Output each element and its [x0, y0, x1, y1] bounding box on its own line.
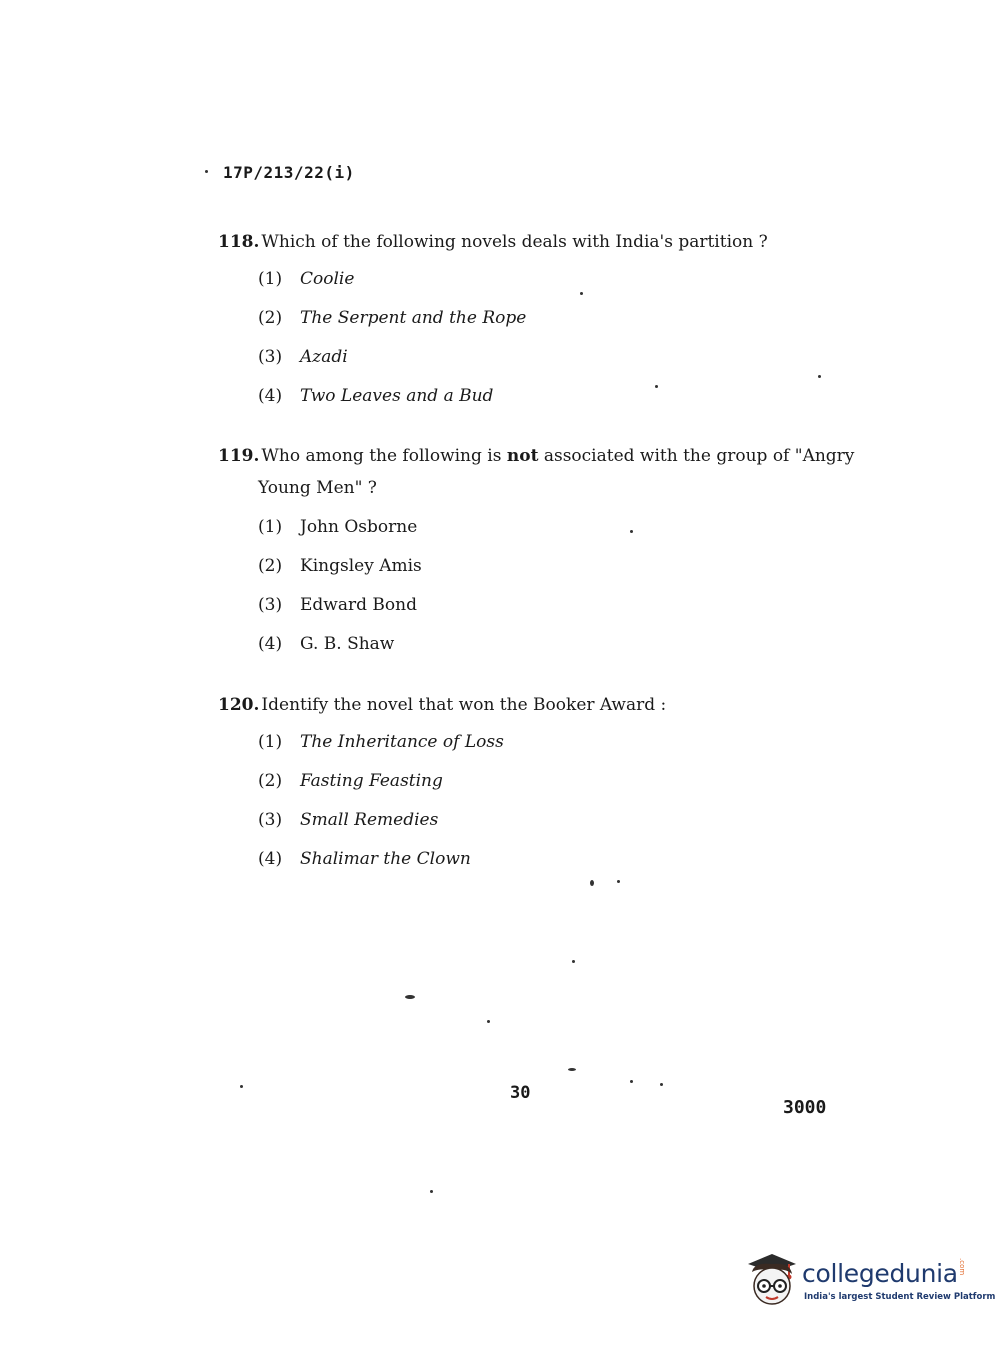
option-2: [258, 299, 858, 338]
question-text: [218, 440, 858, 504]
question-text: [218, 689, 858, 721]
option-text: Azadi: [300, 347, 348, 367]
option-number: (1): [258, 517, 283, 537]
watermark-brand: collegedunia: [802, 1259, 958, 1288]
option-text: Edward Bond: [300, 595, 417, 615]
option-number: (3): [258, 595, 283, 615]
option-text: Shalimar the Clown: [300, 849, 471, 869]
question-stem-start: Who among the following is: [261, 446, 507, 466]
option-text: John Osborne: [300, 517, 418, 537]
option-text: Kingsley Amis: [300, 556, 422, 576]
scan-speck: [630, 1080, 633, 1083]
question-number: 119.: [218, 446, 260, 466]
option-4: [258, 625, 858, 664]
page-number: 30: [510, 1083, 531, 1103]
scan-speck: [580, 292, 583, 295]
question-text: [218, 226, 858, 258]
scan-speck: [568, 1068, 576, 1071]
option-1: [258, 723, 858, 762]
question-emphasis: not: [506, 446, 539, 466]
scan-speck: [240, 1085, 243, 1088]
option-text: The Serpent and the Rope: [300, 308, 527, 328]
option-number: (2): [258, 771, 283, 791]
option-text: Two Leaves and a Bud: [300, 386, 494, 406]
option-3: [258, 586, 858, 625]
option-number: (2): [258, 556, 283, 576]
option-1: [258, 260, 858, 299]
option-2: [258, 547, 858, 586]
option-4: [258, 377, 858, 416]
options-list: [258, 723, 858, 879]
scan-speck: [487, 1020, 490, 1023]
scan-speck: [630, 530, 633, 533]
option-4: [258, 840, 858, 879]
paper-code: 17P/213/22(i): [223, 163, 355, 182]
watermark-tagline: India's largest Student Review Platform: [804, 1292, 996, 1302]
options-list: [258, 260, 858, 416]
question-118: [218, 226, 858, 416]
watermark-domain: .com: [958, 1258, 966, 1276]
collegedunia-watermark: [742, 1250, 996, 1320]
option-text: G. B. Shaw: [300, 634, 395, 654]
scan-speck: [655, 385, 658, 388]
option-text: Small Remedies: [300, 810, 439, 830]
question-119: [218, 440, 858, 664]
option-number: (4): [258, 849, 283, 869]
scan-speck: [590, 880, 594, 886]
option-number: (2): [258, 308, 283, 328]
scan-speck: [660, 1083, 663, 1086]
option-text: Coolie: [300, 269, 355, 289]
options-list: [258, 508, 858, 664]
question-stem-line2: Young Men" ?: [258, 478, 377, 498]
question-stem: Which of the following novels deals with India's partition ?: [261, 232, 768, 252]
option-text: The Inheritance of Loss: [300, 732, 504, 752]
copies-count: 3000: [783, 1097, 827, 1118]
scan-speck: [617, 880, 620, 883]
scan-speck: [818, 375, 821, 378]
question-stem-end: associated with the group of "Angry: [538, 446, 855, 466]
question-number: 120.: [218, 695, 260, 715]
option-number: (4): [258, 634, 283, 654]
scan-speck: [205, 170, 208, 173]
question-stem: Identify the novel that won the Booker Award :: [261, 695, 667, 715]
option-3: [258, 801, 858, 840]
question-number: 118.: [218, 232, 260, 252]
option-number: (3): [258, 810, 283, 830]
scan-speck: [430, 1190, 433, 1193]
option-1: [258, 508, 858, 547]
option-2: [258, 762, 858, 801]
option-number: (1): [258, 732, 283, 752]
option-number: (1): [258, 269, 283, 289]
question-120: [218, 689, 858, 879]
scan-speck: [405, 995, 415, 999]
student-mascot-icon: [742, 1250, 802, 1312]
option-number: (3): [258, 347, 283, 367]
option-text: Fasting Feasting: [300, 771, 443, 791]
scan-speck: [572, 960, 575, 963]
option-number: (4): [258, 386, 283, 406]
option-3: [258, 338, 858, 377]
